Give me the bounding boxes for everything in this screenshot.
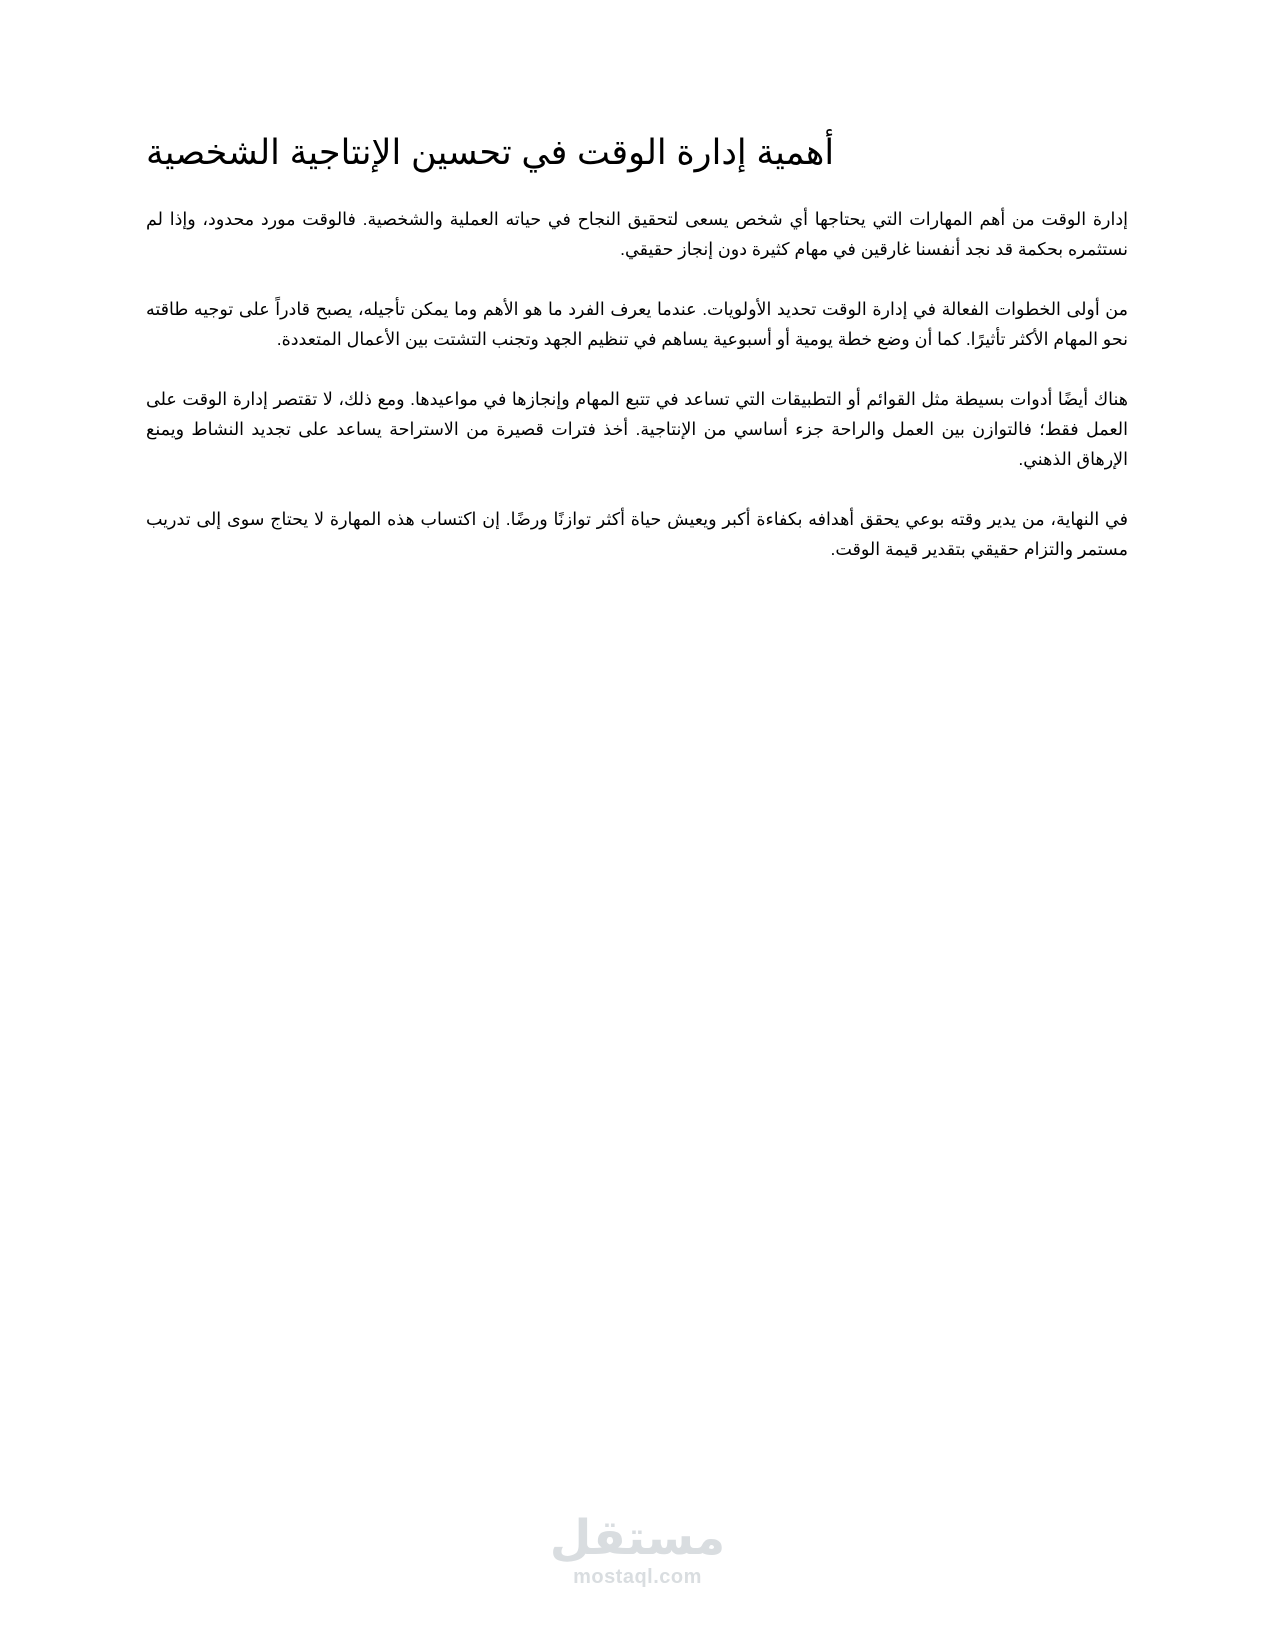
document-title: أهمية إدارة الوقت في تحسين الإنتاجية الشخصية [146, 133, 835, 172]
document-body [146, 133, 1128, 594]
paragraph-3: هناك أيضًا أدوات بسيطة مثل القوائم أو التطبيقات التي تساعد في تتبع المهام وإنجازها في مواعيدها. ومع ذلك، لا تقتصر إدارة الوقت على العمل فقط؛ فالتوازن بين العمل والراحة جزء أساسي من الإنتاجية. أخذ فترات قصيرة من الاستراحة يساعد على تجديد النشاط ويمنع الإرهاق الذهني. [146, 389, 1128, 469]
paragraph-4: في النهاية، من يدير وقته بوعي يحقق أهدافه بكفاءة أكبر ويعيش حياة أكثر توازنًا ورضًا. إن اكتساب هذه المهارة لا يحتاج سوى إلى تدريب مستمر والتزام حقيقي بتقدير قيمة الوقت. [146, 509, 1128, 559]
watermark-url: mostaql.com [573, 1566, 702, 1588]
paragraph-1: إدارة الوقت من أهم المهارات التي يحتاجها أي شخص يسعى لتحقيق النجاح في حياته العملية والشخصية. فالوقت مورد محدود، وإذا لم نستثمره بحكمة قد نجد أنفسنا غارقين في مهام كثيرة دون إنجاز حقيقي. [146, 209, 1128, 259]
watermark-logo: مستقل [549, 1510, 726, 1566]
mostaql-watermark [0, 1512, 1275, 1622]
paragraph-2: من أولى الخطوات الفعالة في إدارة الوقت تحديد الأولويات. عندما يعرف الفرد ما هو الأهم وما يمكن تأجيله، يصبح قادراً على توجيه طاقته نحو المهام الأكثر تأثيرًا. كما أن وضع خطة يومية أو أسبوعية يساهم في تنظيم الجهد وتجنب التشتت بين الأعمال المتعددة. [146, 299, 1128, 349]
